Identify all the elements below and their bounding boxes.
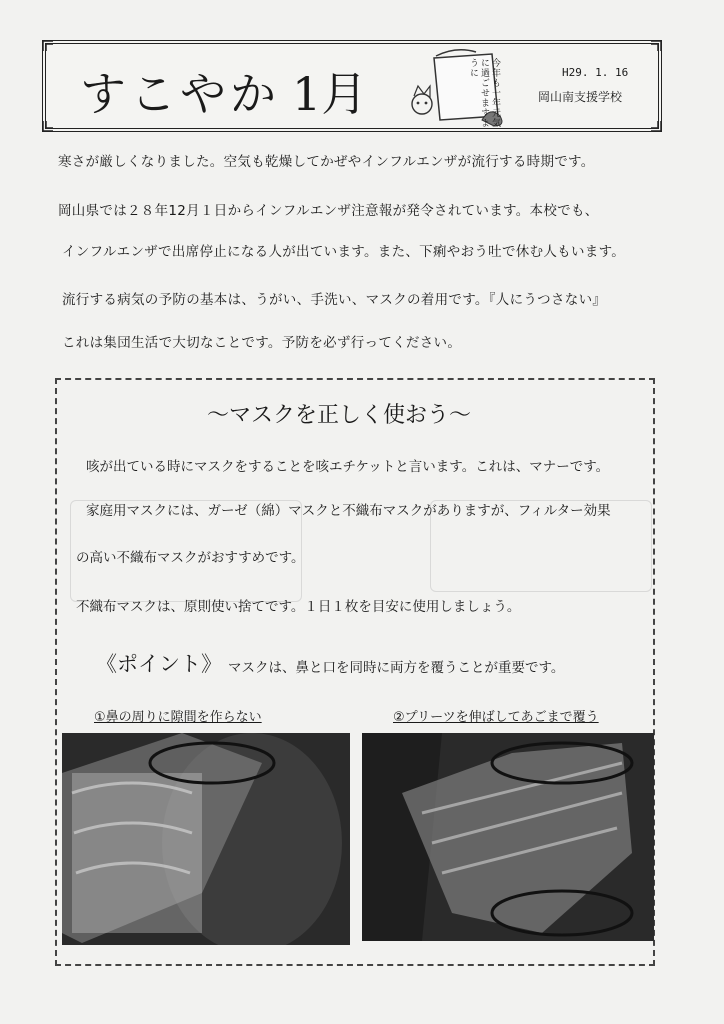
mask-text-line: 家庭用マスクには、ガーゼ（綿）マスクと不織布マスクがありますが、フィルター効果 — [86, 503, 611, 519]
point-text: マスクは、鼻と口を同時に両方を覆うことが重要です。 — [228, 660, 565, 676]
mask-text-line: 咳が出ている時にマスクをすることを咳エチケットと言います。これは、マナーです。 — [86, 459, 610, 475]
school-name: 岡山南支援学校 — [538, 90, 623, 104]
corner-ornament-icon — [650, 40, 662, 52]
pleats-chin-photo — [362, 733, 654, 941]
corner-ornament-icon — [42, 40, 54, 52]
intro-line: 寒さが厳しくなりました。空気も乾燥してかぜやインフルエンザが流行する時期です。 — [58, 154, 595, 170]
corner-ornament-icon — [650, 120, 662, 132]
nose-gap-photo — [62, 733, 350, 945]
intro-line: 岡山県では２８年12月１日からインフルエンザ注意報が発令されています。本校でも、 — [58, 203, 599, 219]
photo-caption-1: ①鼻の周りに隙間を作らない — [94, 710, 262, 725]
mask-text-line: 不織布マスクは、原則使い捨てです。１日１枚を目安に使用しましょう。 — [76, 599, 521, 615]
photo-caption-2: ②プリーツを伸ばしてあごまで覆う — [393, 710, 599, 725]
mask-text-line: の高い不織布マスクがおすすめです。 — [76, 550, 305, 566]
sign-message: 今年も一年元気に過ごせますように — [468, 58, 500, 128]
intro-line: インフルエンザで出席停止になる人が出ています。また、下痢やおう吐で休む人もいます。 — [62, 244, 626, 260]
pleats-chin-photo-drawing — [362, 733, 654, 941]
nose-gap-photo-drawing — [62, 733, 350, 945]
intro-line: これは集団生活で大切なことです。予防を必ず行ってください。 — [62, 335, 462, 351]
mask-section-title: ～マスクを正しく使おう～ — [207, 403, 472, 428]
newsletter-month: 1月 — [292, 67, 368, 121]
newsletter-title: すこやか — [80, 67, 280, 121]
intro-line: 流行する病気の予防の基本は、うがい、手洗い、マスクの着用です。『人にうつさない』 — [62, 292, 607, 308]
header-frame — [42, 40, 662, 132]
point-heading: 《ポイント》 — [96, 652, 222, 676]
corner-ornament-icon — [42, 120, 54, 132]
issue-date: H29. 1. 16 — [562, 66, 629, 79]
